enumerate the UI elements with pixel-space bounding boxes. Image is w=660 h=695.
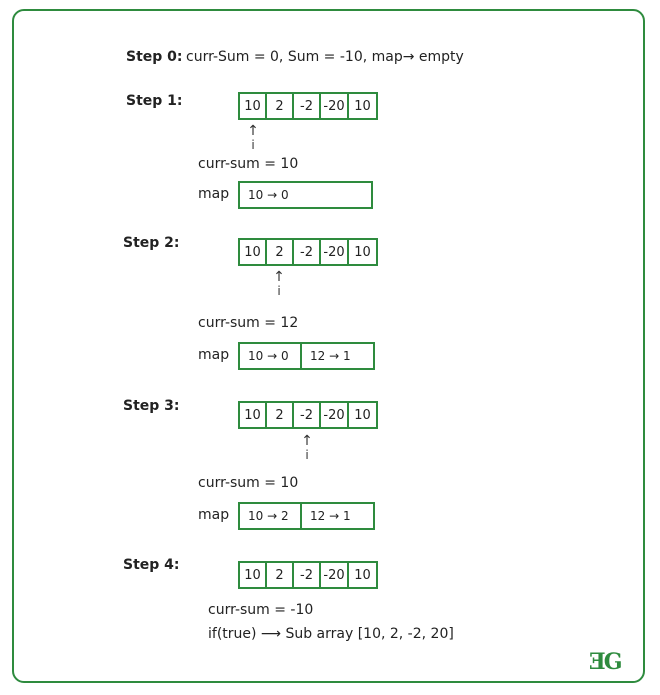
step-2-map-label: map xyxy=(198,347,230,363)
step-4-label: Step 4: xyxy=(123,557,180,573)
array-cell: 10 xyxy=(240,240,267,264)
step-1-array xyxy=(238,92,378,120)
array-cell: 10 xyxy=(354,98,371,114)
step-2-map xyxy=(238,342,375,370)
step-3-pointer xyxy=(300,434,314,462)
array-cell: -2 xyxy=(294,403,321,427)
step-1-curr-sum: curr-sum = 10 xyxy=(198,156,299,172)
map-entry: 10 → 0 xyxy=(248,188,289,202)
step-4-array xyxy=(238,561,378,589)
array-cell: -20 xyxy=(321,403,349,427)
pointer-label: i xyxy=(251,138,255,152)
pointer-label: i xyxy=(305,448,309,462)
map-entry: 10 → 2 xyxy=(240,504,302,528)
up-arrow-icon: ↑ xyxy=(273,269,285,285)
up-arrow-icon: ↑ xyxy=(247,123,259,139)
array-cell: 10 xyxy=(240,94,267,118)
array-cell: -2 xyxy=(294,94,321,118)
array-cell: -20 xyxy=(321,94,349,118)
step-4-curr-sum: curr-sum = -10 xyxy=(208,602,314,618)
step-1-map-label: map xyxy=(198,186,230,202)
step-1-pointer xyxy=(246,124,260,152)
array-cell: 2 xyxy=(267,240,294,264)
array-cell: 10 xyxy=(240,563,267,587)
array-cell: 10 xyxy=(354,407,371,423)
gfg-logo: ƎG xyxy=(589,649,621,675)
step-2-array xyxy=(238,238,378,266)
array-cell: 10 xyxy=(354,244,371,260)
step-3-map xyxy=(238,502,375,530)
step-3-array xyxy=(238,401,378,429)
step-3-curr-sum: curr-sum = 10 xyxy=(198,475,299,491)
step-0-text: curr-Sum = 0, Sum = -10, map→ empty xyxy=(186,49,464,65)
step-2-label: Step 2: xyxy=(123,235,180,251)
map-entry: 12 → 1 xyxy=(310,509,351,523)
step-3-map-label: map xyxy=(198,507,230,523)
step-2-pointer xyxy=(272,270,286,298)
map-entry: 12 → 1 xyxy=(310,349,351,363)
array-cell: 2 xyxy=(267,403,294,427)
array-cell: 2 xyxy=(267,563,294,587)
pointer-label: i xyxy=(277,284,281,298)
array-cell: 2 xyxy=(267,94,294,118)
step-0-label: Step 0: xyxy=(126,49,183,65)
array-cell: -20 xyxy=(321,563,349,587)
array-cell: -20 xyxy=(321,240,349,264)
step-4-result: if(true) ⟶ Sub array [10, 2, -2, 20] xyxy=(208,626,454,642)
step-1-label: Step 1: xyxy=(126,93,183,109)
array-cell: 10 xyxy=(240,403,267,427)
array-cell: 10 xyxy=(354,567,371,583)
step-2-curr-sum: curr-sum = 12 xyxy=(198,315,299,331)
step-3-label: Step 3: xyxy=(123,398,180,414)
map-entry: 10 → 0 xyxy=(240,344,302,368)
array-cell: -2 xyxy=(294,240,321,264)
step-1-map xyxy=(238,181,373,209)
array-cell: -2 xyxy=(294,563,321,587)
up-arrow-icon: ↑ xyxy=(301,433,313,449)
